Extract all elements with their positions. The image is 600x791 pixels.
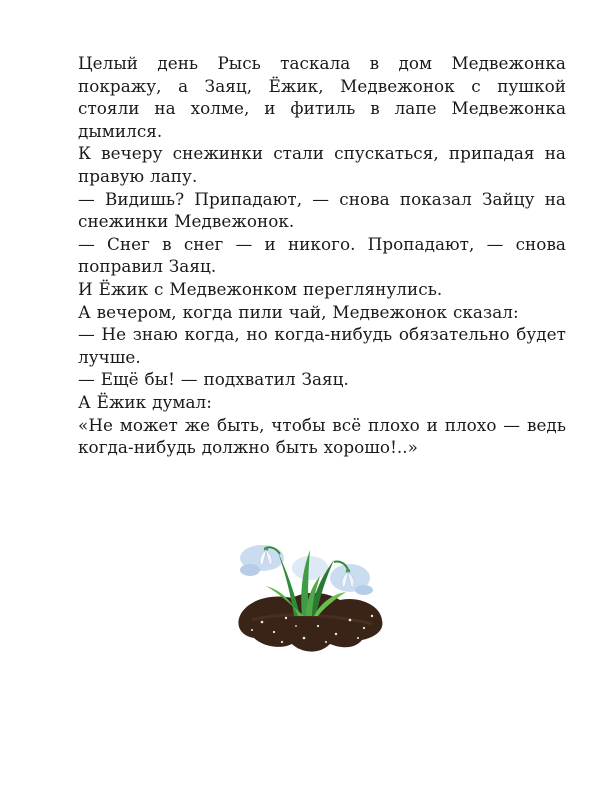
snowdrops-illustration xyxy=(222,520,397,670)
paragraph-6: А вечером, когда пили чай, Медвежонок сказал: xyxy=(78,301,519,322)
paragraph-9: А Ёжик думал: xyxy=(78,391,212,412)
paragraph-5: И Ёжик с Медвежонком переглянулись. xyxy=(78,278,443,299)
paragraph-4: — Снег в снег — и никого. Пропадают, — снова поправил Заяц. xyxy=(78,233,566,277)
paragraph-8: — Ещё бы! — подхватил Заяц. xyxy=(78,369,349,390)
paragraph-2: К вечеру снежинки стали спускаться, припадая на правую лапу. xyxy=(78,143,566,186)
paragraph-3: — Видишь? Припадают, — снова показал Зайцу на снежинки Медвежонок. xyxy=(78,188,566,232)
paragraph-10: «Не может же быть, чтобы всё плохо и плохо — ведь когда-нибудь должно быть хорошо!..» xyxy=(78,414,566,458)
paragraph-1: Целый день Рысь таскала в дом Медвежонка покражу, а Заяц, Ёжик, Медвежонок с пушкой стояли на холме, и фитиль в лапе Медвежонка дымился. xyxy=(78,53,566,141)
paragraph-7: — Не знаю когда, но когда-нибудь обязательно будет лучше. xyxy=(78,324,566,367)
story-text xyxy=(78,52,566,459)
